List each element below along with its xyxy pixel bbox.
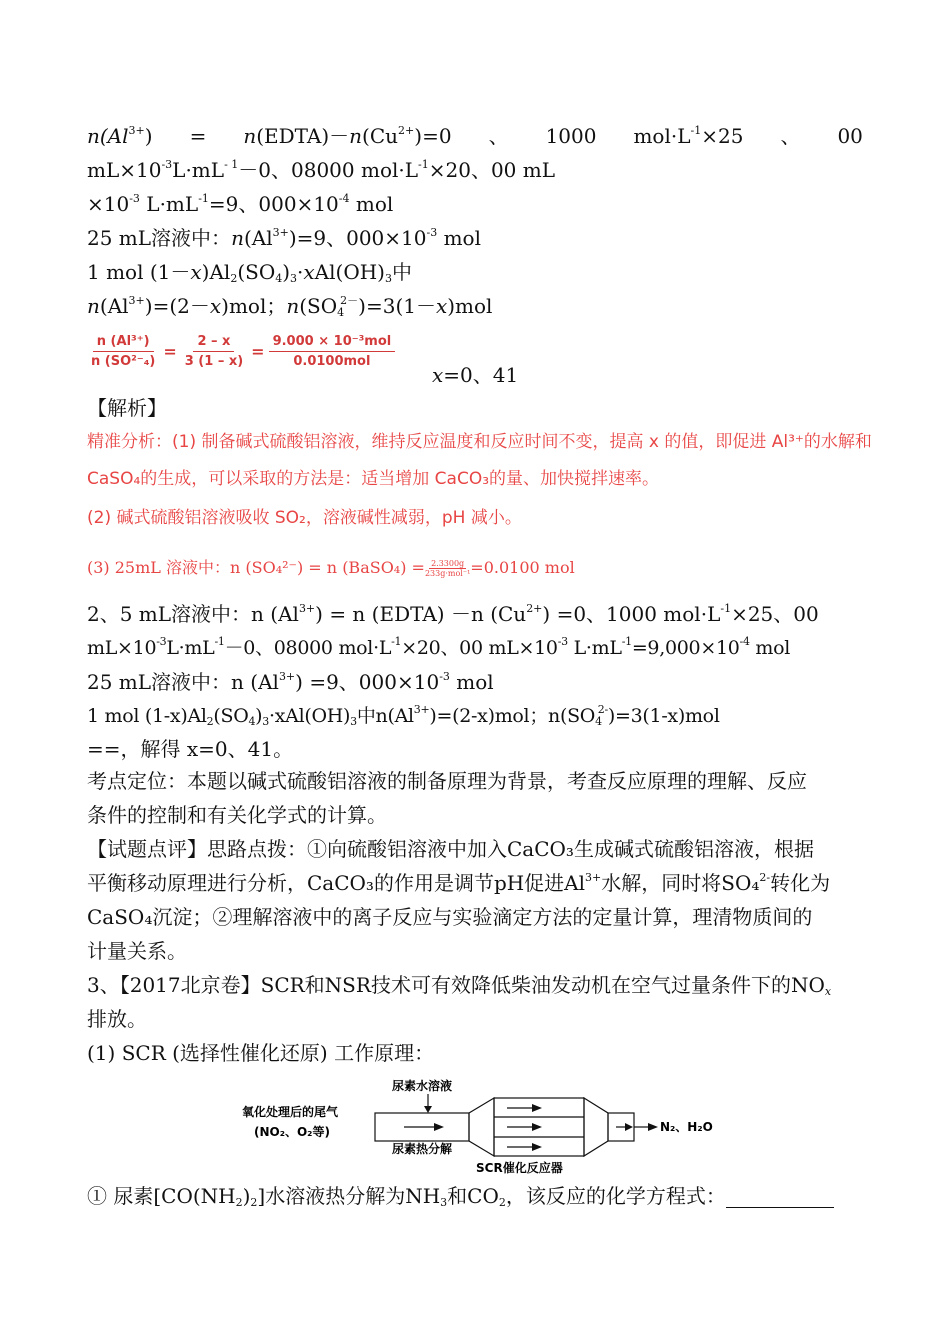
- calc2-line-4: 1 mol $(1-x)Al_2(SO_4)_3\cdot xAl(OH)_3$中$n(Al^{3+})=(2-x)mol$；$n(SO_4^{2-})=3(1-x)mol$: [87, 703, 720, 728]
- calc2-line-5: ==，解得 x=0、41。: [87, 737, 294, 761]
- urea-decomposition-label: 尿素热分解: [392, 1142, 453, 1156]
- calc-line-2: $mL\times 10^{-3}L\cdot mL^{- 1}-0$、08000 $mol\cdot L^{-1}\times 20$、00 mL: [87, 158, 556, 182]
- question3-sub1: ① 尿素$[CO(NH_2)_2]$水溶液热分解为$NH_3$和$CO_2$，该反应的化学方程式：: [87, 1184, 834, 1208]
- reactor-outlet-cone: [584, 1098, 608, 1156]
- question3-line-2: 排放。: [87, 1007, 147, 1031]
- question3-line-3: (1) SCR (选择性催化还原) 工作原理：: [87, 1041, 435, 1065]
- reactor-inlet-cone: [469, 1098, 494, 1156]
- fraction-equation: $\frac{\text{n (Al³⁺)}}{\text{n (SO²⁻₄)}}$ = $\frac{2 - x}{3 (1 - x)}$ = $\frac{\text{9.000 × 10⁻³mol}}{\text{0.0100mol}}$: [87, 328, 395, 374]
- urea-feed-arrowhead: [424, 1106, 432, 1113]
- reactor-label: SCR催化反应器: [476, 1161, 563, 1175]
- calc-line-1: $n(Al^{3+})$ = $n(EDTA)-n(Cu^{2+})=0$ 、 1000 $mol\cdot L^{-1}\times 25$ 、 00: [87, 124, 863, 148]
- dianping-line-4: 计量关系。: [87, 939, 187, 963]
- answer-blank[interactable]: [726, 1189, 834, 1208]
- kaodian-line-1: 考点定位：本题以碱式硫酸铝溶液的制备原理为背景，考查反应原理的理解、反应: [87, 769, 807, 793]
- fraction-x: $\frac{2 - x}{3 (1 - x)}$: [184, 333, 244, 369]
- analysis-heading: 【解析】: [87, 396, 167, 420]
- inlet-label-2: (NO₂、O₂等): [254, 1125, 330, 1139]
- calc2-line-1: 2、5 mL溶液中：n $(Al^{3+}) = n$ (EDTA) －n $(Cu^{2+}) =0$、1000 $mol\cdot L^{-1}\times 25$、00: [87, 602, 819, 626]
- fraction-ratio: $\frac{\text{n (Al³⁺)}}{\text{n (SO²⁻₄)}}$: [91, 333, 156, 369]
- urea-solution-label: 尿素水溶液: [392, 1079, 453, 1093]
- baso4-fraction: 2.3300g 233g·mol⁻¹: [424, 558, 471, 578]
- calc-line-3: $\times 10^{-3}$ $L\cdot mL^{-1}=9$、$000\times 10^{-4}$ mol: [87, 192, 394, 216]
- analysis-red-1: 精准分析：(1) 制备碱式硫酸铝溶液，维持反应温度和反应时间不变，提高 x 的值，即促进 Al³⁺的水解和: [87, 432, 872, 452]
- dianping-line-1: 【试题点评】思路点拨：①向硫酸铝溶液中加入CaCO₃生成碱式硫酸铝溶液，根据: [87, 837, 814, 861]
- calc-line-5: 1 mol $(1-x)Al_2(SO_4)_3\cdot xAl(OH)_3$中: [87, 260, 412, 285]
- fraction-values: $\frac{\text{9.000 × 10⁻³mol}}{\text{0.0100mol}}$: [269, 334, 396, 369]
- calc2-line-3: 25 mL溶液中：n $(Al^{3+}) =9$、$000\times 10^{-3}$ mol: [87, 670, 494, 694]
- calc2-line-2: $mL\times 10^{-3}L\cdot mL^{-1}-0$、08000 $mol\cdot L^{-1}\times 20$、00 $mL\times 10^{-3}$ $L\cdot mL^{-1}=9,000\times 10^{-4}$ mol: [87, 635, 791, 659]
- result-x: x=0、41: [432, 363, 519, 387]
- outlet-label: N₂、H₂O: [660, 1120, 713, 1134]
- calc-line-4: 25 mL溶液中：$n(Al^{3+})=9$、$000\times 10^{-3}$ mol: [87, 226, 481, 250]
- question3-line-1: 3、【2017北京卷】SCR和NSR技术可有效降低柴油发动机在空气过量条件下的$NO_x$: [87, 973, 832, 998]
- calc-line-6: $n(Al^{3+})=(2-x)mol$；$n(SO_4^{2-})=3(1-x)mol$: [87, 294, 493, 319]
- analysis-red-3: (2) 碱式硫酸铝溶液吸收 SO₂，溶液碱性减弱，pH 减小。: [87, 508, 522, 528]
- analysis-red-4: (3) 25mL 溶液中：n (SO₄²⁻) = n (BaSO₄) = 2.3300g 233g·mol⁻¹ =0.0100 mol: [87, 558, 575, 578]
- inlet-label-1: 氧化处理后的尾气: [242, 1105, 339, 1119]
- dianping-line-2: 平衡移动原理进行分析，CaCO₃的作用是调节pH促进$Al^{3+}$水解，同时将SO₄$^{2-}$转化为: [87, 871, 831, 895]
- analysis-red-2: CaSO₄的生成，可以采取的方法是：适当增加 CaCO₃的量、加快搅拌速率。: [87, 469, 660, 489]
- kaodian-line-2: 条件的控制和有关化学式的计算。: [87, 803, 387, 827]
- dianping-line-3: CaSO₄沉淀；②理解溶液中的离子反应与实验滴定方法的定量计算，理清物质间的: [87, 905, 813, 929]
- scr-diagram: [232, 1072, 722, 1176]
